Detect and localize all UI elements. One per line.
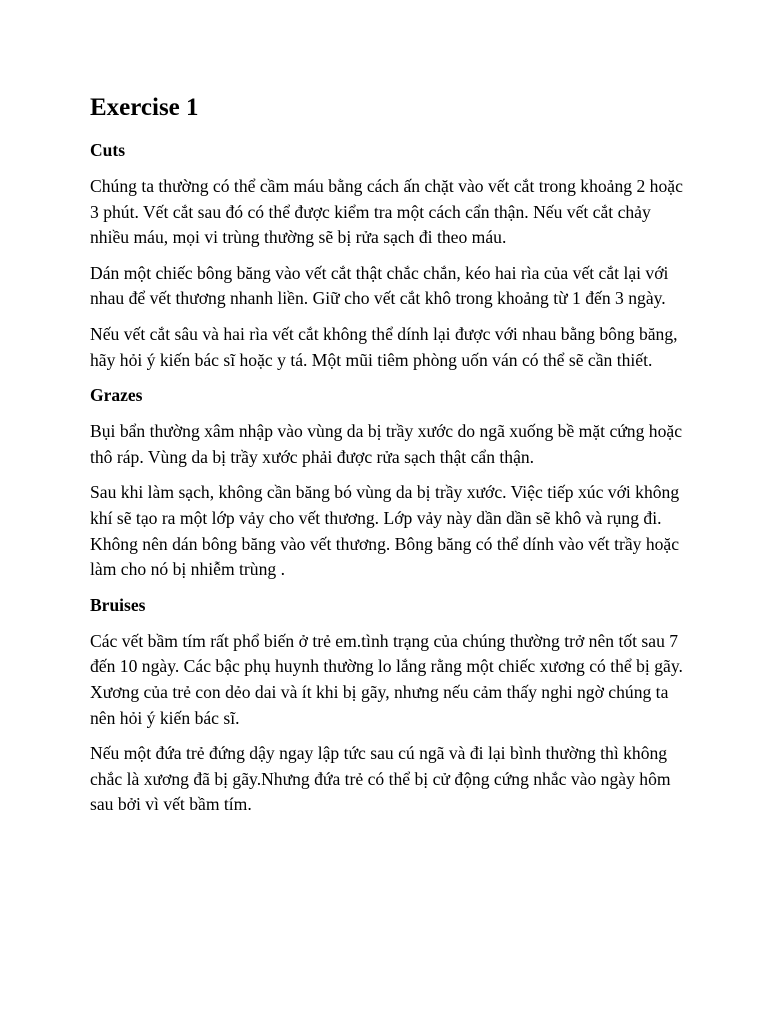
section-heading: Bruises xyxy=(90,594,146,615)
document-page xyxy=(90,92,690,828)
section-grazes xyxy=(90,383,690,583)
section-heading: Grazes xyxy=(90,385,143,406)
paragraph: Dán một chiếc bông băng vào vết cắt thật chắc chắn, kéo hai rìa của vết cắt lại với nhau để vết thương nhanh liền. Giữ cho vết cắt khô trong khoảng từ 1 đến 3 ngày. xyxy=(90,262,669,309)
paragraph: Chúng ta thường có thể cầm máu bằng cách ấn chặt vào vết cắt trong khoảng 2 hoặc 3 phút. Vết cắt sau đó có thể được kiểm tra một cách cẩn thận. Nếu vết cắt chảy nhiều máu, mọi vi trùng thường sẽ bị rửa sạch đi theo máu. xyxy=(90,176,683,248)
paragraph: Sau khi làm sạch, không cần băng bó vùng da bị trầy xước. Việc tiếp xúc với không khí sẽ tạo ra một lớp vảy cho vết thương. Lớp vảy này dần dần sẽ khô và rụng đi. Không nên dán bông băng vào vết thương. Bông băng có thể dính vào vết trầy hoặc làm cho nó bị nhiễm trùng . xyxy=(90,482,680,580)
paragraph: Các vết bầm tím rất phổ biến ở trẻ em.tình trạng của chúng thường trở nên tốt sau 7 đến 10 ngày. Các bậc phụ huynh thường lo lắng rằng một chiếc xương có thể bị gãy. Xương của trẻ con dẻo dai và ít khi bị gãy, nhưng nếu cảm thấy nghi ngờ chúng ta nên hỏi ý kiến bác sĩ. xyxy=(90,630,683,728)
paragraph: Bụi bẩn thường xâm nhập vào vùng da bị trầy xước do ngã xuống bề mặt cứng hoặc thô ráp. Vùng da bị trầy xước phải được rửa sạch thật cẩn thận. xyxy=(90,421,683,467)
section-heading: Cuts xyxy=(90,140,126,160)
paragraph: Nếu vết cắt sâu và hai rìa vết cắt không thể dính lại được với nhau bằng bông băng, hãy hỏi ý kiến bác sĩ hoặc y tá. Một mũi tiêm phòng uốn ván có thể sẽ cần thiết. xyxy=(90,323,678,370)
document-title: Exercise 1 xyxy=(90,94,199,121)
section-cuts xyxy=(90,138,690,373)
section-bruises xyxy=(90,593,690,818)
paragraph: Nếu một đứa trẻ đứng dậy ngay lập tức sau cú ngã và đi lại bình thường thì không chắc là xương đã bị gãy.Nhưng đứa trẻ có thể bị cử động cứng nhắc vào ngày hôm sau bởi vì vết bầm tím. xyxy=(90,743,671,815)
